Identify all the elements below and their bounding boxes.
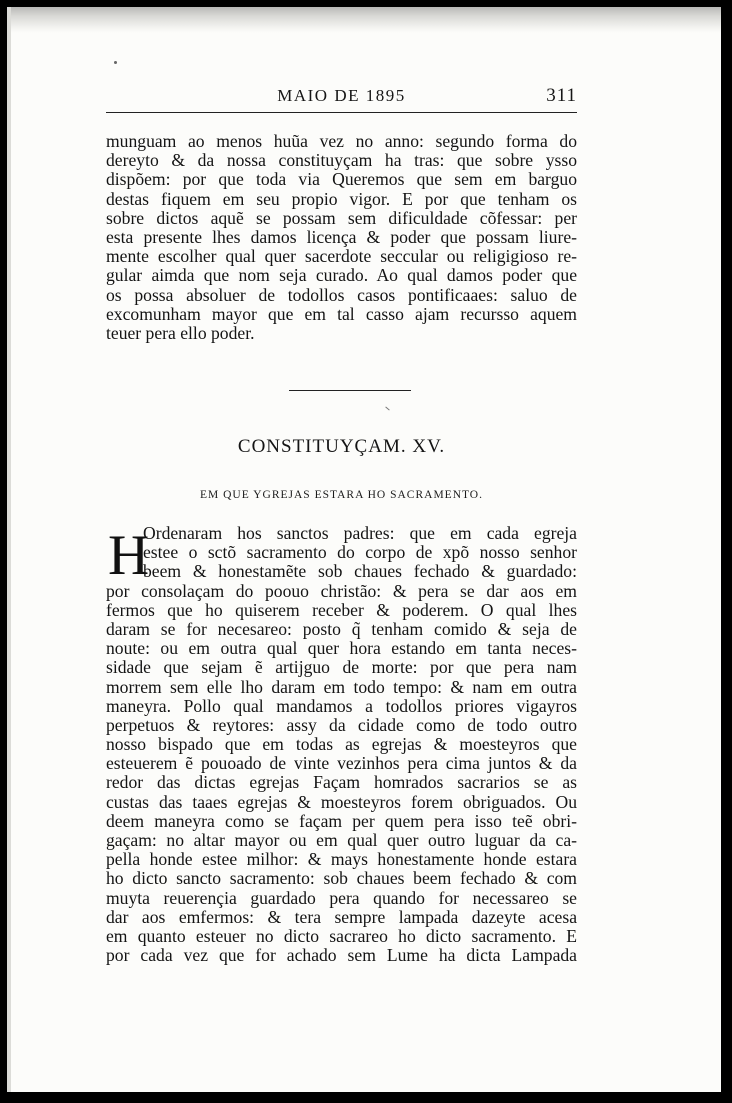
text-line: destas fiquem em seu propio vigor. E por que tenham os [106, 188, 577, 209]
paragraph-body [106, 582, 577, 966]
drop-cap: H [108, 524, 150, 587]
running-title: MAIO DE 1895 [277, 86, 406, 105]
text-line: ho dicto sancto sacramento: sob chaues beem fechado & com [106, 868, 577, 889]
ink-speck [114, 61, 117, 64]
section-divider [289, 390, 411, 391]
text-line: gaçam: no altar mayor ou em qual quer outro luguar da ca- [106, 830, 577, 851]
book-page [7, 7, 721, 1092]
text-line: pella honde estee milhor: & mays honestamente honde estara [106, 849, 577, 870]
text-line: nosso bispado que em todas as egrejas & moesteyros que [106, 734, 577, 755]
text-line: daram se for necesareo: posto q̃ tenham comido & seja de [106, 618, 577, 639]
text-line: beem & honestamẽte sob chaues fechado & guardado: [143, 561, 577, 582]
text-line: muyta reuerençia guardado pera quando for necessareo se [106, 887, 577, 908]
text-line: noute: ou em outra qual quer hora estando em tanta neces- [106, 638, 577, 659]
paragraph-opening [143, 524, 577, 582]
text-line: por cada vez que for achado sem Lume ha dicta Lampada [106, 945, 577, 966]
text-line: estee o sctõ sacramento do corpo de xpõ nosso senhor [143, 542, 577, 563]
text-line: sobre dictos aquẽ se possam sem dificuldade cõfessar: per [106, 207, 577, 228]
section-subtitle: EM QUE YGREJAS ESTARA HO SACRAMENTO. [200, 489, 483, 501]
ink-mark [385, 407, 389, 411]
text-line: morrem sem elle lho daram em todo tempo: & nam em outra [106, 676, 577, 697]
text-line: redor das dictas egrejas Façam homrados sacrarios se as [106, 772, 577, 793]
running-head [106, 83, 577, 109]
text-line: por consolaçam do poouo christão: & pera se dar aos em [106, 580, 577, 601]
section-title: CONSTITUYÇAM. XV. [237, 436, 446, 457]
scan-left-edge [7, 7, 11, 1092]
text-line: sidade que sejam ẽ artijguo de morte: por que pera nam [106, 657, 577, 678]
text-line: fermos que ho quiserem receber & poderem. O qual lhes [106, 599, 577, 620]
text-line: dereyto & da nossa constituyçam ha tras: que sobre ysso [106, 150, 577, 171]
text-line: munguam ao menos huũa vez no anno: segundo forma do [106, 131, 577, 151]
text-line: dar aos emfermos: & tera sempre lampada dazeyte acesa [106, 906, 577, 927]
text-line: excomunham mayor que em tal casso ajam recursso aquem [106, 303, 577, 324]
text-line: gular aimda que nom seja curado. Ao qual damos poder que [106, 265, 577, 286]
text-line: esta presente lhes damos licença & poder que possam liure- [106, 226, 577, 247]
text-line: mente escolher qual quer sacerdote seccular ou religigioso re- [106, 246, 577, 267]
text-line: custas das taaes egrejas & moesteyros forem obriguados. Ou [106, 791, 577, 812]
text-line: teuer pera ello poder. [106, 322, 255, 343]
text-line: dispõem: por que toda via Queremos que sem em barguo [106, 169, 577, 190]
text-line: perpetuos & reytores: assy da cidade como de todo outro [106, 714, 577, 735]
paragraph-continuation [106, 132, 577, 343]
text-line: os possa absoluer de todollos casos pontificaaes: saluo de [106, 284, 577, 305]
text-line: deem maneyra como se façam per quem pera isso teẽ obri- [106, 810, 577, 831]
text-line: maneyra. Pollo qual mandamos a todollos priores vigayros [106, 695, 577, 716]
header-rule [106, 112, 577, 113]
text-line: Ordenaram hos sanctos padres: que em cada egreja [143, 523, 577, 543]
text-line: esteuerem ẽ pouoado de vinte vezinhos pera cima juntos & da [106, 753, 577, 774]
text-line: em quanto esteuer no dicto sacrareo ho dicto sacramento. E [106, 925, 577, 946]
page-number: 311 [546, 85, 577, 106]
scan-top-shadow [7, 7, 721, 33]
